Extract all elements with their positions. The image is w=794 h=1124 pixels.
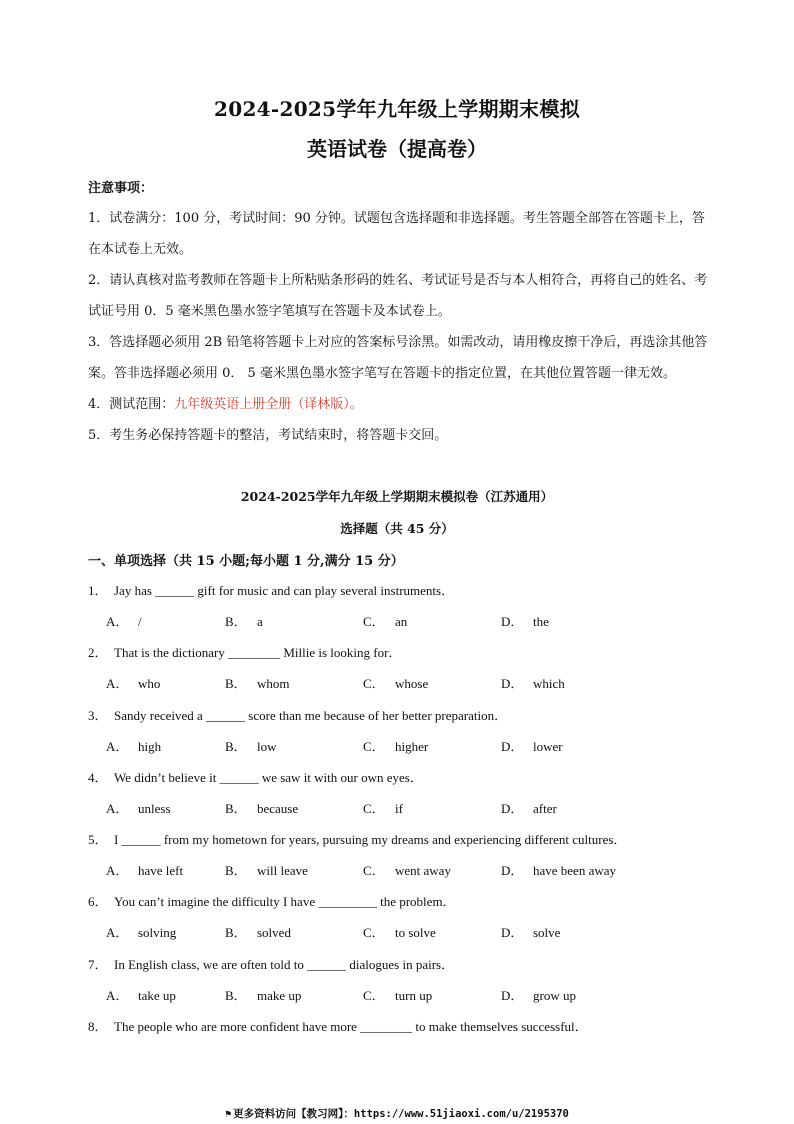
- option-text: unless: [138, 800, 171, 816]
- option-letter: D．: [501, 738, 524, 754]
- footer: [0, 1106, 794, 1121]
- option-a: [106, 980, 176, 1011]
- question-text: That is the dictionary ________ Millie is looking for．: [114, 645, 402, 661]
- options-row: [88, 855, 708, 886]
- option-letter: A．: [106, 738, 129, 754]
- footer-link[interactable]: 更多资料访问【教习网】：https://www.51jiaoxi.com/u/2195370: [233, 1108, 569, 1120]
- option-c: [363, 855, 451, 886]
- option-b: [225, 731, 277, 762]
- question-item: [88, 637, 708, 699]
- options-row: [88, 917, 708, 948]
- option-d: [501, 793, 557, 824]
- note-item-4-prefix: 4．测试范围：: [88, 397, 175, 412]
- option-letter: B．: [225, 863, 247, 879]
- question-text: We didn’t believe it ______ we saw it with our own eyes．: [114, 769, 423, 785]
- question-text: Jay has ______ gift for music and can play several instruments．: [114, 583, 455, 598]
- question-item: [88, 824, 708, 886]
- option-text: if: [395, 800, 403, 816]
- question-text: Sandy received a ______ score than me because of her better preparation．: [114, 707, 508, 723]
- option-text: went away: [395, 863, 451, 879]
- option-letter: B．: [225, 614, 247, 629]
- question-item: [88, 1011, 708, 1073]
- notes-heading: 注意事项：: [88, 181, 154, 196]
- option-b: [225, 668, 290, 699]
- option-c: [363, 980, 432, 1011]
- question-number: 5．: [88, 832, 108, 848]
- question-stem: [88, 1011, 708, 1042]
- page-subtitle: 英语试卷（提高卷）: [307, 137, 487, 161]
- option-text: a: [257, 614, 263, 629]
- option-text: take up: [138, 987, 176, 1003]
- test-range: 九年级英语上册全册（译林版）。: [174, 397, 363, 412]
- option-d: [501, 855, 616, 886]
- options-row: [88, 606, 708, 637]
- options-row: [88, 668, 708, 699]
- option-text: will leave: [257, 863, 308, 879]
- note-item-4: [88, 389, 708, 420]
- option-letter: B．: [225, 738, 247, 754]
- option-c: [363, 731, 428, 762]
- question-text: You can’t imagine the difficulty I have _________ the problem．: [114, 894, 456, 910]
- option-text: have left: [138, 863, 184, 879]
- option-d: [501, 731, 563, 762]
- option-letter: C．: [363, 614, 385, 629]
- question-stem: [88, 575, 708, 606]
- option-b: [225, 980, 301, 1011]
- note-item-5: 5．考生务必保持答题卡的整洁，考试结束时，将答题卡交回。: [88, 428, 448, 443]
- question-text: The people who are more confident have more ________ to make themselves successful．: [114, 1019, 588, 1035]
- option-letter: B．: [225, 987, 247, 1003]
- option-a: [106, 917, 176, 948]
- question-stem: [88, 824, 708, 855]
- option-d: [501, 917, 560, 948]
- option-text: higher: [395, 738, 429, 754]
- page-title: 2024-2025学年九年级上学期期末模拟: [214, 97, 580, 121]
- option-c: [363, 793, 403, 824]
- option-d: [501, 980, 576, 1011]
- option-letter: B．: [225, 925, 247, 941]
- option-text: the: [533, 614, 549, 629]
- option-text: make up: [257, 987, 302, 1003]
- option-letter: A．: [106, 987, 129, 1003]
- option-a: [106, 606, 142, 637]
- option-letter: D．: [501, 863, 524, 879]
- option-text: because: [257, 800, 299, 816]
- notes-list: [88, 203, 708, 451]
- option-text: have been away: [533, 863, 617, 879]
- option-letter: D．: [501, 800, 524, 816]
- note-item-2: 2．请认真核对监考教师在答题卡上所粘贴条形码的姓名、考试证号是否与本人相符合，再将自己的姓名、考试证号用 0．5 毫米黑色墨水签字笔填写在答题卡及本试卷上。: [88, 273, 708, 319]
- question-number: 8．: [88, 1019, 108, 1035]
- option-text: who: [138, 676, 161, 692]
- option-letter: C．: [363, 676, 385, 692]
- flag-icon: ⚑: [225, 1109, 232, 1120]
- option-letter: C．: [363, 800, 385, 816]
- question-number: 1．: [88, 583, 108, 598]
- option-text: grow up: [533, 987, 576, 1003]
- section-heading: 一、单项选择（共 15 小题;每小题 1 分,满分 15 分）: [88, 554, 404, 569]
- option-text: whose: [395, 676, 429, 692]
- option-letter: D．: [501, 987, 524, 1003]
- option-c: [363, 606, 407, 637]
- option-letter: A．: [106, 800, 129, 816]
- question-list: [88, 575, 708, 1073]
- question-item: [88, 575, 708, 637]
- question-number: 2．: [88, 645, 108, 661]
- option-text: after: [533, 800, 557, 816]
- question-item: [88, 949, 708, 1011]
- option-d: [501, 606, 549, 637]
- option-letter: B．: [225, 676, 247, 692]
- option-letter: D．: [501, 614, 524, 629]
- question-text: I ______ from my hometown for years, pursuing my dreams and experiencing different cultures．: [114, 832, 627, 848]
- note-item-1: 1．试卷满分：100 分，考试时间：90 分钟。试题包含选择题和非选择题。考生答题全部答在答题卡上，答在本试卷上无效。: [88, 211, 705, 257]
- option-letter: D．: [501, 925, 524, 941]
- option-letter: A．: [106, 614, 129, 629]
- question-stem: [88, 886, 708, 917]
- option-text: an: [395, 614, 408, 629]
- option-letter: A．: [106, 863, 129, 879]
- question-item: [88, 700, 708, 762]
- option-a: [106, 793, 171, 824]
- option-c: [363, 668, 428, 699]
- option-c: [363, 917, 436, 948]
- option-text: high: [138, 738, 162, 754]
- question-stem: [88, 700, 708, 731]
- question-text: In English class, we are often told to ______ dialogues in pairs．: [114, 956, 455, 972]
- options-row: [88, 793, 708, 824]
- question-stem: [88, 637, 708, 668]
- question-number: 6．: [88, 894, 108, 910]
- question-stem: [88, 762, 708, 793]
- option-letter: A．: [106, 676, 129, 692]
- exam-part-heading: 选择题（共 45 分）: [340, 521, 454, 536]
- question-item: [88, 762, 708, 824]
- option-b: [225, 855, 308, 886]
- option-text: whom: [257, 676, 290, 692]
- options-row: [88, 731, 708, 762]
- option-text: lower: [533, 738, 563, 754]
- option-text: solve: [533, 925, 561, 941]
- option-letter: A．: [106, 925, 129, 941]
- option-text: turn up: [395, 987, 433, 1003]
- question-stem: [88, 949, 708, 980]
- option-text: /: [138, 614, 142, 629]
- note-item-3: 3．答选择题必须用 2B 铅笔将答题卡上对应的答案标号涂黑。如需改动，请用橡皮擦干净后，再选涂其他答案。答非选择题必须用 0． 5 毫米黑色墨水签字笔写在答题卡的指定位置，在其他位置答题一律无效。: [88, 335, 708, 381]
- question-number: 4．: [88, 769, 108, 785]
- option-b: [225, 917, 291, 948]
- option-a: [106, 668, 160, 699]
- option-letter: C．: [363, 987, 385, 1003]
- option-b: [225, 793, 298, 824]
- option-b: [225, 606, 263, 637]
- options-row: [88, 980, 708, 1011]
- exam-subtitle: 2024-2025学年九年级上学期期末模拟卷（江苏通用）: [240, 489, 554, 504]
- question-number: 3．: [88, 707, 108, 723]
- option-letter: D．: [501, 676, 524, 692]
- option-letter: B．: [225, 800, 247, 816]
- option-text: low: [257, 738, 277, 754]
- option-a: [106, 855, 183, 886]
- option-letter: C．: [363, 925, 385, 941]
- option-letter: C．: [363, 863, 385, 879]
- question-item: [88, 886, 708, 948]
- option-d: [501, 668, 565, 699]
- option-text: solving: [138, 925, 177, 941]
- question-number: 7．: [88, 956, 108, 972]
- option-a: [106, 731, 161, 762]
- option-text: which: [533, 676, 565, 692]
- option-text: solved: [257, 925, 291, 941]
- option-letter: C．: [363, 738, 385, 754]
- option-text: to solve: [395, 925, 436, 941]
